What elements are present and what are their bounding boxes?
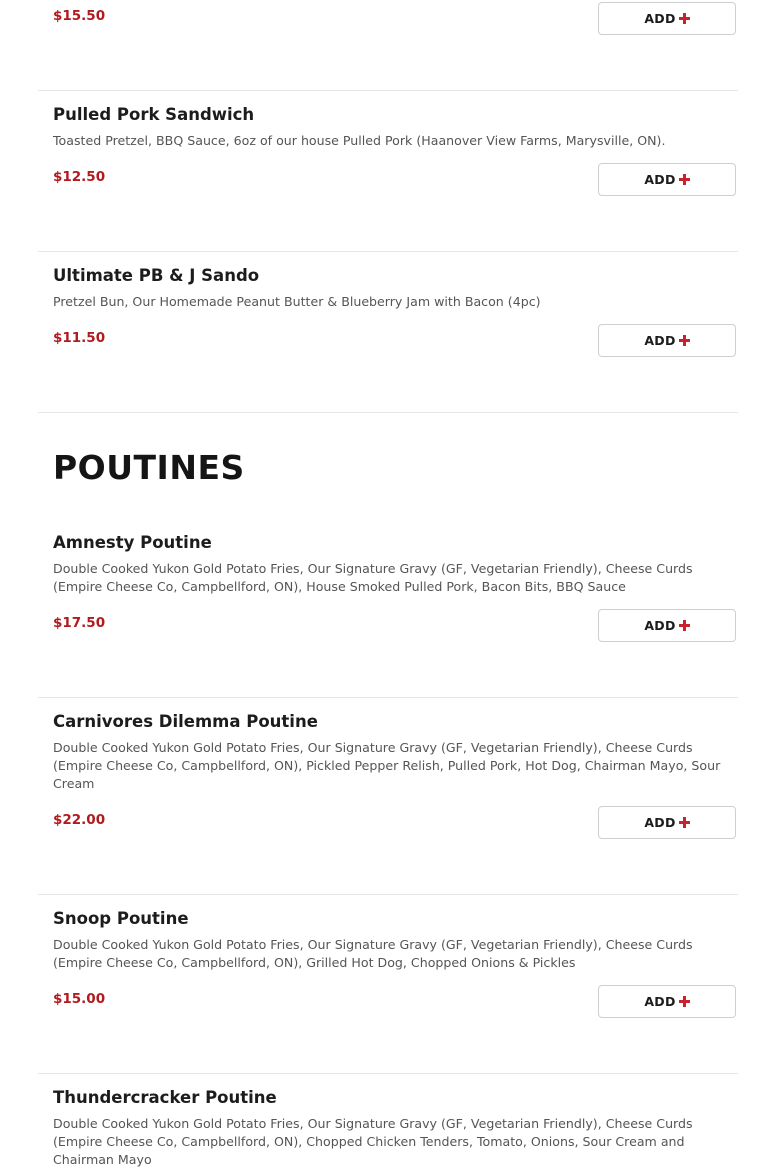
add-button-label: ADD	[644, 333, 676, 348]
plus-icon	[679, 817, 690, 828]
menu-item-description: Double Cooked Yukon Gold Potato Fries, Our Signature Gravy (GF, Vegetarian Friendly), Cheese Curds (Empire Cheese Co, Campbellford, ON), Chopped Chicken Tenders, Tomato, Onions, Sour Cream and Chairman Mayo	[53, 1116, 693, 1167]
menu-item-price: $17.50	[53, 615, 106, 631]
item-divider	[38, 1073, 738, 1074]
add-to-cart-button[interactable]	[598, 324, 736, 357]
add-to-cart-button[interactable]	[598, 2, 736, 35]
add-button-label: ADD	[644, 815, 676, 830]
add-to-cart-button[interactable]	[598, 806, 736, 839]
menu-item-title[interactable]: Amnesty Poutine	[53, 533, 212, 552]
menu-item-description: Pretzel Bun, Our Homemade Peanut Butter & Blueberry Jam with Bacon (4pc)	[53, 294, 541, 309]
menu-item-price: $11.50	[53, 330, 106, 346]
menu-item-title[interactable]: Pulled Pork Sandwich	[53, 105, 255, 124]
menu-item-title[interactable]: Ultimate PB & J Sando	[53, 266, 260, 285]
item-divider	[38, 251, 738, 252]
plus-icon	[679, 996, 690, 1007]
menu-item-description: Double Cooked Yukon Gold Potato Fries, Our Signature Gravy (GF, Vegetarian Friendly), Cheese Curds (Empire Cheese Co, Campbellford, ON), House Smoked Pulled Pork, Bacon Bits, BBQ Sauce	[53, 561, 693, 594]
plus-icon	[679, 174, 690, 185]
menu-item-description: Double Cooked Yukon Gold Potato Fries, Our Signature Gravy (GF, Vegetarian Friendly), Cheese Curds (Empire Cheese Co, Campbellford, ON), Grilled Hot Dog, Chopped Onions & Pickles	[53, 937, 693, 970]
item-divider	[38, 412, 738, 413]
plus-icon	[679, 335, 690, 346]
add-button-label: ADD	[644, 618, 676, 633]
add-to-cart-button[interactable]	[598, 985, 736, 1018]
plus-icon	[679, 620, 690, 631]
item-divider	[38, 894, 738, 895]
menu-item-price: $15.50	[53, 8, 106, 24]
add-to-cart-button[interactable]	[598, 163, 736, 196]
menu-item-title[interactable]: Snoop Poutine	[53, 909, 189, 928]
menu-item-description: Double Cooked Yukon Gold Potato Fries, Our Signature Gravy (GF, Vegetarian Friendly), Cheese Curds (Empire Cheese Co, Campbellford, ON), Pickled Pepper Relish, Pulled Pork, Hot Dog, Chairman Mayo, Sour Cream	[53, 740, 721, 791]
menu-item-title[interactable]: Carnivores Dilemma Poutine	[53, 712, 318, 731]
menu-item-description: Toasted Pretzel, BBQ Sauce, 6oz of our house Pulled Pork (Haanover View Farms, Marysville, ON).	[53, 133, 666, 148]
menu-item-price: $12.50	[53, 169, 106, 185]
menu-item-title[interactable]: Thundercracker Poutine	[53, 1088, 277, 1107]
menu-item-price: $15.00	[53, 991, 106, 1007]
item-divider	[38, 90, 738, 91]
add-to-cart-button[interactable]	[598, 609, 736, 642]
item-divider	[38, 697, 738, 698]
menu-item-price: $22.00	[53, 812, 106, 828]
add-button-label: ADD	[644, 172, 676, 187]
add-button-label: ADD	[644, 11, 676, 26]
add-button-label: ADD	[644, 994, 676, 1009]
section-heading-poutines: POUTINES	[53, 448, 245, 487]
plus-icon	[679, 13, 690, 24]
